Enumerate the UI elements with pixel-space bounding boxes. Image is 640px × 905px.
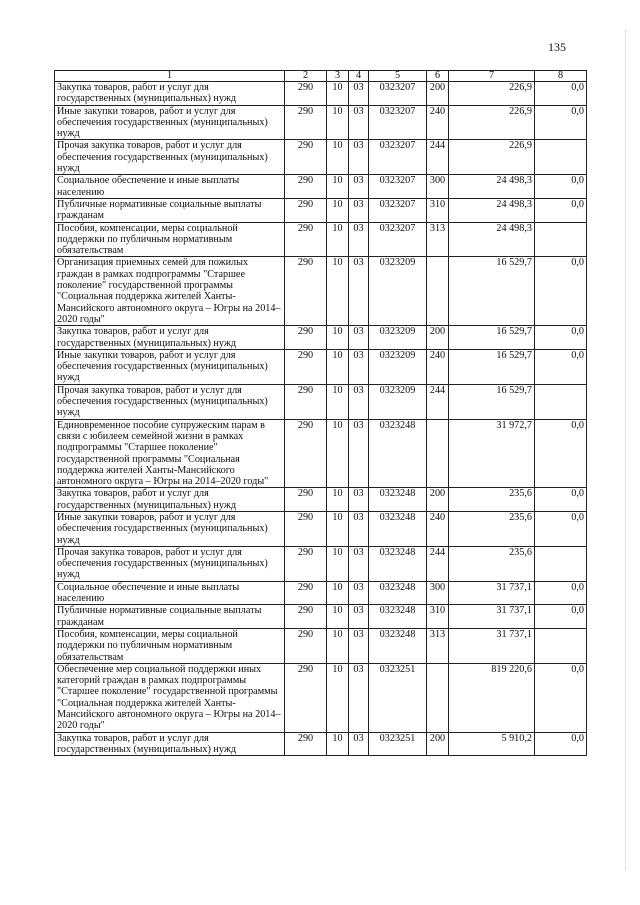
admin-code-cell: 290 <box>285 732 327 756</box>
amount-extra-cell: 0,0 <box>535 175 587 199</box>
table-row <box>55 82 587 106</box>
table-row <box>55 581 587 605</box>
row-name-cell: Иные закупки товаров, работ и услуг для обеспечения государственных (муниципальных) нужд <box>55 511 285 546</box>
amount-cell: 31 737,1 <box>449 628 535 663</box>
amount-extra-cell: 0,0 <box>535 198 587 222</box>
expense-type-cell: 313 <box>427 222 449 257</box>
row-name-cell: Пособия, компенсации, меры социальной поддержки по публичным нормативным обязательствам <box>55 628 285 663</box>
header-cell: 5 <box>369 71 427 82</box>
admin-code-cell: 290 <box>285 175 327 199</box>
row-name-cell: Единовременное пособие супружеским парам в связи с юбилеем семейной жизни в рамках подпрограммы "Старшее поколение" государственной программы "Социальная поддержка жителей Ханты-Мансийского автономного округа – Югры на 2014–2020 годы" <box>55 419 285 488</box>
expense-type-cell: 244 <box>427 140 449 175</box>
section-cell: 10 <box>327 349 349 384</box>
expense-type-cell: 240 <box>427 511 449 546</box>
amount-extra-cell: 0,0 <box>535 605 587 629</box>
table-row <box>55 546 587 581</box>
section-cell: 10 <box>327 326 349 350</box>
section-cell: 10 <box>327 384 349 419</box>
table-row <box>55 326 587 350</box>
row-name-cell: Социальное обеспечение и иные выплаты населению <box>55 175 285 199</box>
amount-extra-cell: 0,0 <box>535 257 587 326</box>
amount-cell: 24 498,3 <box>449 198 535 222</box>
expense-type-cell <box>427 419 449 488</box>
table-row <box>55 511 587 546</box>
table-row <box>55 384 587 419</box>
table-row <box>55 349 587 384</box>
target-article-cell: 0323207 <box>369 105 427 140</box>
subsection-cell: 03 <box>349 605 369 629</box>
admin-code-cell: 290 <box>285 581 327 605</box>
admin-code-cell: 290 <box>285 82 327 106</box>
target-article-cell: 0323248 <box>369 605 427 629</box>
amount-cell: 16 529,7 <box>449 257 535 326</box>
amount-cell: 235,6 <box>449 511 535 546</box>
table-row <box>55 732 587 756</box>
expense-type-cell: 200 <box>427 326 449 350</box>
section-cell: 10 <box>327 628 349 663</box>
amount-cell: 24 498,3 <box>449 175 535 199</box>
row-name-cell: Закупка товаров, работ и услуг для государственных (муниципальных) нужд <box>55 326 285 350</box>
table-header-row <box>55 71 587 82</box>
header-cell: 2 <box>285 71 327 82</box>
section-cell: 10 <box>327 419 349 488</box>
section-cell: 10 <box>327 546 349 581</box>
table-row <box>55 488 587 512</box>
table-row <box>55 140 587 175</box>
row-name-cell: Организация приемных семей для пожилых граждан в рамках подпрограммы "Старшее поколение" государственной программы "Социальная поддержка жителей Ханты-Мансийского автономного округа – Югры на 2014–2020 годы" <box>55 257 285 326</box>
amount-extra-cell: 0,0 <box>535 419 587 488</box>
target-article-cell: 0323209 <box>369 349 427 384</box>
admin-code-cell: 290 <box>285 257 327 326</box>
expense-type-cell: 200 <box>427 732 449 756</box>
amount-cell: 226,9 <box>449 140 535 175</box>
admin-code-cell: 290 <box>285 546 327 581</box>
admin-code-cell: 290 <box>285 663 327 732</box>
target-article-cell: 0323251 <box>369 663 427 732</box>
target-article-cell: 0323251 <box>369 732 427 756</box>
subsection-cell: 03 <box>349 175 369 199</box>
header-cell: 8 <box>535 71 587 82</box>
target-article-cell: 0323248 <box>369 488 427 512</box>
target-article-cell: 0323248 <box>369 419 427 488</box>
amount-extra-cell: 0,0 <box>535 663 587 732</box>
admin-code-cell: 290 <box>285 488 327 512</box>
section-cell: 10 <box>327 82 349 106</box>
section-cell: 10 <box>327 581 349 605</box>
amount-extra-cell: 0,0 <box>535 488 587 512</box>
target-article-cell: 0323207 <box>369 222 427 257</box>
section-cell: 10 <box>327 488 349 512</box>
subsection-cell: 03 <box>349 257 369 326</box>
subsection-cell: 03 <box>349 326 369 350</box>
subsection-cell: 03 <box>349 419 369 488</box>
section-cell: 10 <box>327 140 349 175</box>
admin-code-cell: 290 <box>285 222 327 257</box>
row-name-cell: Обеспечение мер социальной поддержки иных категорий граждан в рамках подпрограммы "Старшее поколение" государственной программы "Социальная поддержка жителей Ханты-Мансийского автономного округа – Югры на 2014–2020 годы" <box>55 663 285 732</box>
header-cell: 3 <box>327 71 349 82</box>
expense-type-cell: 244 <box>427 546 449 581</box>
expense-type-cell: 310 <box>427 605 449 629</box>
amount-cell: 24 498,3 <box>449 222 535 257</box>
row-name-cell: Иные закупки товаров, работ и услуг для обеспечения государственных (муниципальных) нужд <box>55 349 285 384</box>
section-cell: 10 <box>327 605 349 629</box>
header-cell: 4 <box>349 71 369 82</box>
admin-code-cell: 290 <box>285 105 327 140</box>
row-name-cell: Закупка товаров, работ и услуг для государственных (муниципальных) нужд <box>55 488 285 512</box>
table-row <box>55 198 587 222</box>
amount-extra-cell <box>535 384 587 419</box>
admin-code-cell: 290 <box>285 384 327 419</box>
subsection-cell: 03 <box>349 628 369 663</box>
row-name-cell: Прочая закупка товаров, работ и услуг для обеспечения государственных (муниципальных) нужд <box>55 546 285 581</box>
expense-type-cell: 313 <box>427 628 449 663</box>
scan-margin-edge <box>623 30 626 870</box>
subsection-cell: 03 <box>349 581 369 605</box>
amount-extra-cell <box>535 140 587 175</box>
expense-type-cell <box>427 663 449 732</box>
amount-cell: 5 910,2 <box>449 732 535 756</box>
section-cell: 10 <box>327 257 349 326</box>
expense-type-cell: 200 <box>427 82 449 106</box>
section-cell: 10 <box>327 663 349 732</box>
expense-type-cell: 240 <box>427 349 449 384</box>
amount-extra-cell <box>535 628 587 663</box>
table-row <box>55 105 587 140</box>
amount-cell: 16 529,7 <box>449 349 535 384</box>
budget-table <box>54 70 587 756</box>
subsection-cell: 03 <box>349 198 369 222</box>
header-cell: 7 <box>449 71 535 82</box>
amount-cell: 16 529,7 <box>449 384 535 419</box>
subsection-cell: 03 <box>349 511 369 546</box>
section-cell: 10 <box>327 198 349 222</box>
row-name-cell: Иные закупки товаров, работ и услуг для обеспечения государственных (муниципальных) нужд <box>55 105 285 140</box>
amount-extra-cell <box>535 222 587 257</box>
row-name-cell: Прочая закупка товаров, работ и услуг для обеспечения государственных (муниципальных) нужд <box>55 140 285 175</box>
subsection-cell: 03 <box>349 349 369 384</box>
admin-code-cell: 290 <box>285 419 327 488</box>
amount-extra-cell: 0,0 <box>535 326 587 350</box>
subsection-cell: 03 <box>349 105 369 140</box>
admin-code-cell: 290 <box>285 628 327 663</box>
expense-type-cell: 310 <box>427 198 449 222</box>
target-article-cell: 0323209 <box>369 326 427 350</box>
header-cell: 1 <box>55 71 285 82</box>
amount-extra-cell <box>535 546 587 581</box>
subsection-cell: 03 <box>349 384 369 419</box>
subsection-cell: 03 <box>349 82 369 106</box>
target-article-cell: 0323207 <box>369 82 427 106</box>
table-row <box>55 663 587 732</box>
subsection-cell: 03 <box>349 546 369 581</box>
section-cell: 10 <box>327 222 349 257</box>
target-article-cell: 0323207 <box>369 140 427 175</box>
table-row <box>55 605 587 629</box>
target-article-cell: 0323207 <box>369 175 427 199</box>
section-cell: 10 <box>327 511 349 546</box>
admin-code-cell: 290 <box>285 198 327 222</box>
subsection-cell: 03 <box>349 140 369 175</box>
amount-extra-cell: 0,0 <box>535 349 587 384</box>
amount-cell: 31 737,1 <box>449 581 535 605</box>
expense-type-cell: 240 <box>427 105 449 140</box>
admin-code-cell: 290 <box>285 326 327 350</box>
row-name-cell: Публичные нормативные социальные выплаты гражданам <box>55 605 285 629</box>
admin-code-cell: 290 <box>285 140 327 175</box>
amount-cell: 235,6 <box>449 488 535 512</box>
subsection-cell: 03 <box>349 222 369 257</box>
amount-extra-cell: 0,0 <box>535 581 587 605</box>
target-article-cell: 0323248 <box>369 581 427 605</box>
admin-code-cell: 290 <box>285 349 327 384</box>
expense-type-cell: 200 <box>427 488 449 512</box>
section-cell: 10 <box>327 175 349 199</box>
expense-type-cell: 300 <box>427 581 449 605</box>
row-name-cell: Прочая закупка товаров, работ и услуг для обеспечения государственных (муниципальных) нужд <box>55 384 285 419</box>
target-article-cell: 0323248 <box>369 546 427 581</box>
expense-type-cell: 244 <box>427 384 449 419</box>
target-article-cell: 0323207 <box>369 198 427 222</box>
target-article-cell: 0323248 <box>369 511 427 546</box>
target-article-cell: 0323209 <box>369 384 427 419</box>
table-row <box>55 175 587 199</box>
amount-extra-cell: 0,0 <box>535 732 587 756</box>
table-row <box>55 628 587 663</box>
table-row <box>55 257 587 326</box>
table-row <box>55 222 587 257</box>
table-body <box>55 82 587 756</box>
header-cell: 6 <box>427 71 449 82</box>
subsection-cell: 03 <box>349 488 369 512</box>
section-cell: 10 <box>327 105 349 140</box>
amount-cell: 31 737,1 <box>449 605 535 629</box>
amount-cell: 235,6 <box>449 546 535 581</box>
subsection-cell: 03 <box>349 663 369 732</box>
amount-cell: 16 529,7 <box>449 326 535 350</box>
table-row <box>55 419 587 488</box>
row-name-cell: Публичные нормативные социальные выплаты гражданам <box>55 198 285 222</box>
amount-cell: 226,9 <box>449 105 535 140</box>
section-cell: 10 <box>327 732 349 756</box>
target-article-cell: 0323248 <box>369 628 427 663</box>
amount-cell: 226,9 <box>449 82 535 106</box>
expense-type-cell <box>427 257 449 326</box>
amount-cell: 31 972,7 <box>449 419 535 488</box>
row-name-cell: Социальное обеспечение и иные выплаты населению <box>55 581 285 605</box>
row-name-cell: Закупка товаров, работ и услуг для государственных (муниципальных) нужд <box>55 82 285 106</box>
row-name-cell: Закупка товаров, работ и услуг для государственных (муниципальных) нужд <box>55 732 285 756</box>
page-number: 135 <box>548 40 566 54</box>
row-name-cell: Пособия, компенсации, меры социальной поддержки по публичным нормативным обязательствам <box>55 222 285 257</box>
amount-cell: 819 220,6 <box>449 663 535 732</box>
admin-code-cell: 290 <box>285 511 327 546</box>
subsection-cell: 03 <box>349 732 369 756</box>
admin-code-cell: 290 <box>285 605 327 629</box>
expense-type-cell: 300 <box>427 175 449 199</box>
amount-extra-cell: 0,0 <box>535 82 587 106</box>
amount-extra-cell: 0,0 <box>535 105 587 140</box>
amount-extra-cell: 0,0 <box>535 511 587 546</box>
target-article-cell: 0323209 <box>369 257 427 326</box>
